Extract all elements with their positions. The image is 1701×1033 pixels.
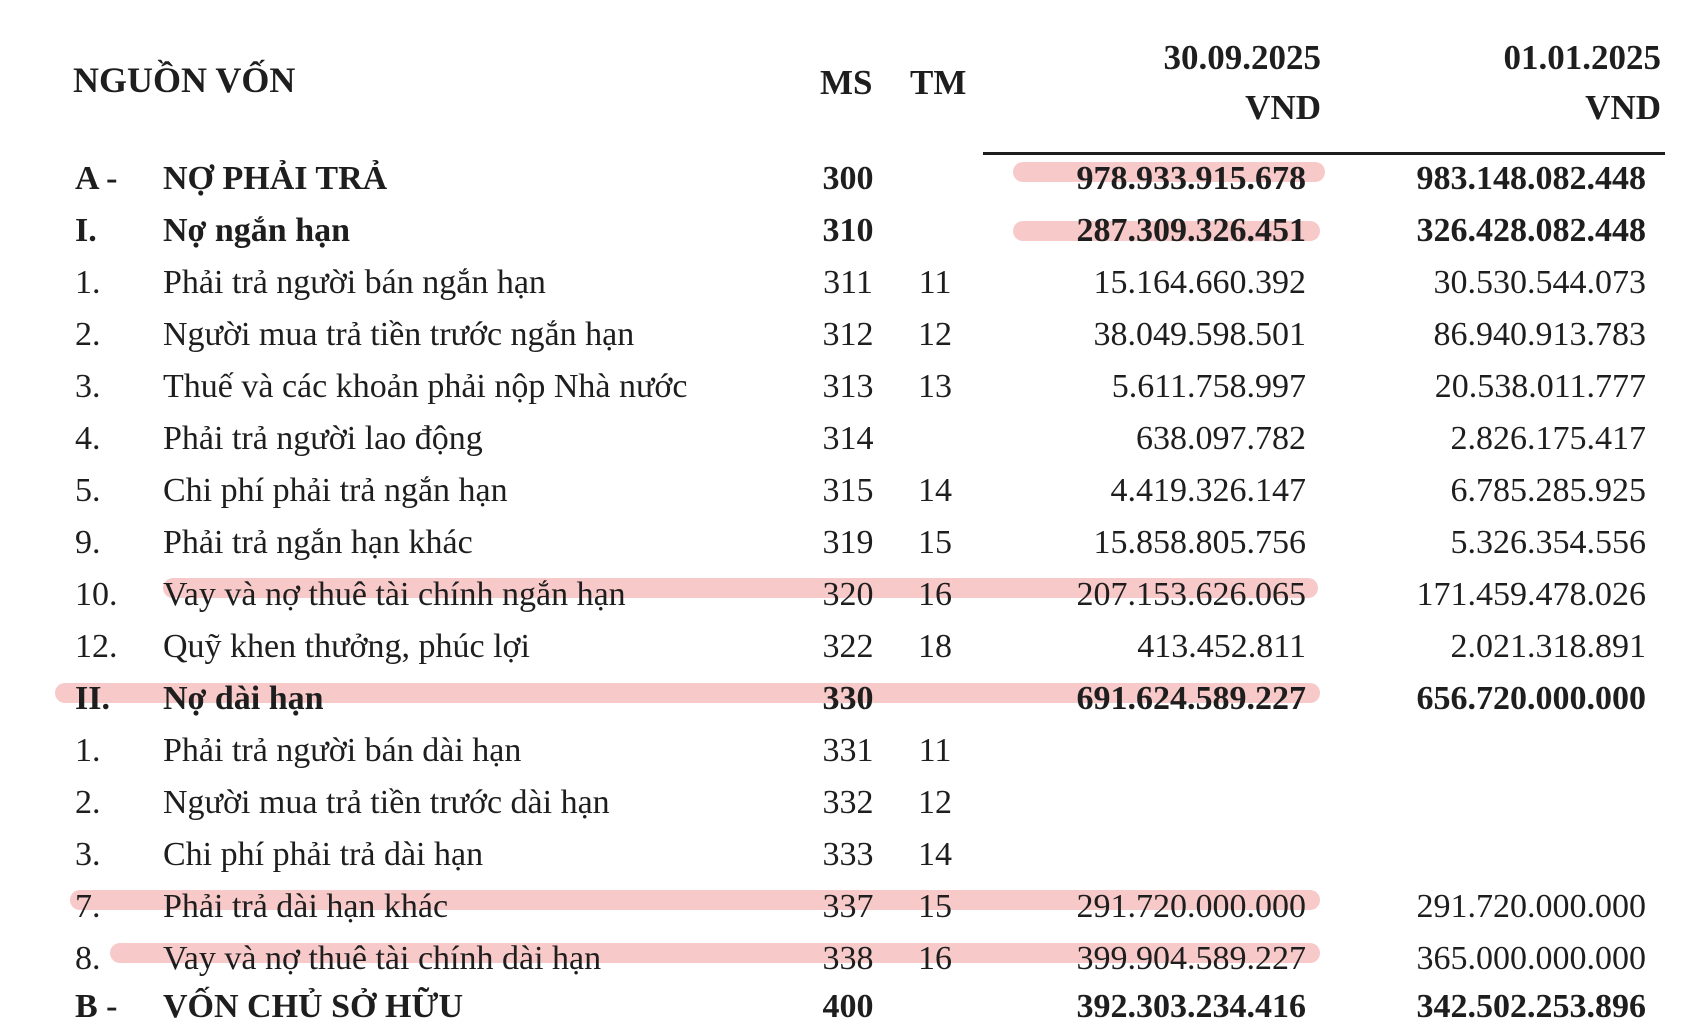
row-note: 16 bbox=[918, 576, 952, 613]
row-code: 333 bbox=[822, 836, 874, 873]
row-code: 322 bbox=[822, 628, 874, 665]
row-note: 18 bbox=[918, 628, 952, 665]
row-value-current: 392.303.234.416 bbox=[1076, 988, 1306, 1025]
row-label: Phải trả người bán dài hạn bbox=[163, 732, 522, 769]
row-value-prior: 86.940.913.783 bbox=[1433, 316, 1646, 353]
table-row-330 bbox=[0, 673, 1701, 725]
column-header-period-current: 30.09.2025 bbox=[1163, 38, 1321, 77]
column-header-tm: TM bbox=[910, 63, 967, 102]
row-note: 14 bbox=[918, 472, 952, 509]
row-index: 5. bbox=[75, 472, 101, 509]
row-note: 13 bbox=[918, 368, 952, 405]
row-code: 315 bbox=[822, 472, 874, 509]
row-label: Chi phí phải trả dài hạn bbox=[163, 836, 484, 873]
row-note: 14 bbox=[918, 836, 952, 873]
table-row-313 bbox=[0, 361, 1701, 413]
row-value-current: 38.049.598.501 bbox=[1093, 316, 1306, 353]
row-index: 1. bbox=[75, 732, 101, 769]
row-index: 10. bbox=[75, 576, 118, 613]
row-note: 12 bbox=[918, 784, 952, 821]
row-value-prior: 365.000.000.000 bbox=[1416, 940, 1646, 977]
row-index: 9. bbox=[75, 524, 101, 561]
row-label: Phải trả người bán ngắn hạn bbox=[163, 264, 546, 301]
row-value-prior: 171.459.478.026 bbox=[1416, 576, 1646, 613]
table-row-322 bbox=[0, 621, 1701, 673]
table-row-314 bbox=[0, 413, 1701, 465]
row-label: Chi phí phải trả ngắn hạn bbox=[163, 472, 508, 509]
table-row-310 bbox=[0, 205, 1701, 257]
row-value-prior: 2.826.175.417 bbox=[1450, 420, 1646, 457]
table-row-319 bbox=[0, 517, 1701, 569]
row-index: I. bbox=[75, 212, 97, 249]
row-label: NỢ PHẢI TRẢ bbox=[163, 160, 388, 197]
row-code: 312 bbox=[822, 316, 874, 353]
row-index: 1. bbox=[75, 264, 101, 301]
row-index: 8. bbox=[75, 940, 101, 977]
row-value-current: 5.611.758.997 bbox=[1111, 368, 1306, 405]
row-value-current: 207.153.626.065 bbox=[1076, 576, 1306, 613]
column-header-period-prior: 01.01.2025 bbox=[1503, 38, 1661, 77]
column-header-currency-current: VND bbox=[1245, 88, 1321, 127]
row-value-current: 691.624.589.227 bbox=[1076, 680, 1306, 717]
row-value-prior: 983.148.082.448 bbox=[1416, 160, 1646, 197]
row-label: Quỹ khen thưởng, phúc lợi bbox=[163, 628, 530, 665]
row-value-prior: 326.428.082.448 bbox=[1416, 212, 1646, 249]
table-row-337 bbox=[0, 881, 1701, 933]
row-value-prior: 342.502.253.896 bbox=[1416, 988, 1646, 1025]
row-label: Nợ dài hạn bbox=[163, 680, 324, 717]
row-index: 2. bbox=[75, 784, 101, 821]
row-code: 319 bbox=[822, 524, 874, 561]
row-label: Vay và nợ thuê tài chính dài hạn bbox=[163, 940, 602, 977]
row-label: Thuế và các khoản phải nộp Nhà nước bbox=[163, 368, 688, 405]
section-title: NGUỒN VỐN bbox=[73, 60, 296, 100]
table-row-300 bbox=[0, 153, 1701, 205]
row-note: 12 bbox=[918, 316, 952, 353]
row-value-prior: 5.326.354.556 bbox=[1450, 524, 1646, 561]
row-code: 310 bbox=[822, 212, 874, 249]
table-row-315 bbox=[0, 465, 1701, 517]
row-value-current: 15.164.660.392 bbox=[1093, 264, 1306, 301]
row-label: Nợ ngắn hạn bbox=[163, 212, 351, 249]
table-row-331 bbox=[0, 725, 1701, 777]
row-index: 12. bbox=[75, 628, 118, 665]
row-label: Người mua trả tiền trước dài hạn bbox=[163, 784, 610, 821]
row-code: 331 bbox=[822, 732, 874, 769]
table-row-311 bbox=[0, 257, 1701, 309]
row-value-prior: 656.720.000.000 bbox=[1416, 680, 1646, 717]
row-value-current: 291.720.000.000 bbox=[1076, 888, 1306, 925]
row-code: 320 bbox=[822, 576, 874, 613]
row-code: 311 bbox=[823, 264, 873, 301]
row-label: Phải trả dài hạn khác bbox=[163, 888, 449, 925]
row-index: 3. bbox=[75, 836, 101, 873]
row-value-prior: 6.785.285.925 bbox=[1450, 472, 1646, 509]
row-note: 15 bbox=[918, 888, 952, 925]
row-value-current: 4.419.326.147 bbox=[1110, 472, 1306, 509]
row-index: 7. bbox=[75, 888, 101, 925]
row-value-current: 287.309.326.451 bbox=[1076, 212, 1306, 249]
row-value-prior: 30.530.544.073 bbox=[1433, 264, 1646, 301]
column-header-ms: MS bbox=[820, 63, 873, 102]
row-value-current: 15.858.805.756 bbox=[1093, 524, 1306, 561]
row-note: 15 bbox=[918, 524, 952, 561]
table-row-333 bbox=[0, 829, 1701, 881]
row-code: 337 bbox=[822, 888, 874, 925]
row-label: VỐN CHỦ SỞ HỮU bbox=[163, 988, 464, 1025]
row-note: 11 bbox=[918, 264, 952, 301]
row-index: 4. bbox=[75, 420, 101, 457]
table-row-332 bbox=[0, 777, 1701, 829]
row-label: Phải trả ngắn hạn khác bbox=[163, 524, 473, 561]
row-label: Vay và nợ thuê tài chính ngắn hạn bbox=[163, 576, 626, 613]
row-label: Phải trả người lao động bbox=[163, 420, 483, 457]
row-note: 16 bbox=[918, 940, 952, 977]
table-row-400 bbox=[0, 981, 1701, 1025]
row-value-prior: 20.538.011.777 bbox=[1434, 368, 1646, 405]
row-note: 11 bbox=[918, 732, 952, 769]
table-row-320 bbox=[0, 569, 1701, 621]
row-index: 3. bbox=[75, 368, 101, 405]
row-label: Người mua trả tiền trước ngắn hạn bbox=[163, 316, 635, 353]
row-value-current: 638.097.782 bbox=[1136, 420, 1306, 457]
row-value-current: 978.933.915.678 bbox=[1076, 160, 1306, 197]
row-code: 400 bbox=[822, 988, 874, 1025]
row-code: 314 bbox=[822, 420, 874, 457]
row-code: 300 bbox=[822, 160, 874, 197]
row-code: 330 bbox=[822, 680, 874, 717]
row-code: 338 bbox=[822, 940, 874, 977]
row-value-current: 399.904.589.227 bbox=[1076, 940, 1306, 977]
table-row-338 bbox=[0, 933, 1701, 985]
column-header-currency-prior: VND bbox=[1585, 88, 1661, 127]
row-index: B - bbox=[75, 988, 118, 1025]
row-value-prior: 291.720.000.000 bbox=[1416, 888, 1646, 925]
row-value-current: 413.452.811 bbox=[1137, 628, 1306, 665]
row-code: 313 bbox=[822, 368, 874, 405]
row-index: II. bbox=[75, 680, 110, 717]
row-value-prior: 2.021.318.891 bbox=[1450, 628, 1646, 665]
row-index: 2. bbox=[75, 316, 101, 353]
row-index: A - bbox=[75, 160, 118, 197]
table-row-312 bbox=[0, 309, 1701, 361]
row-code: 332 bbox=[822, 784, 874, 821]
